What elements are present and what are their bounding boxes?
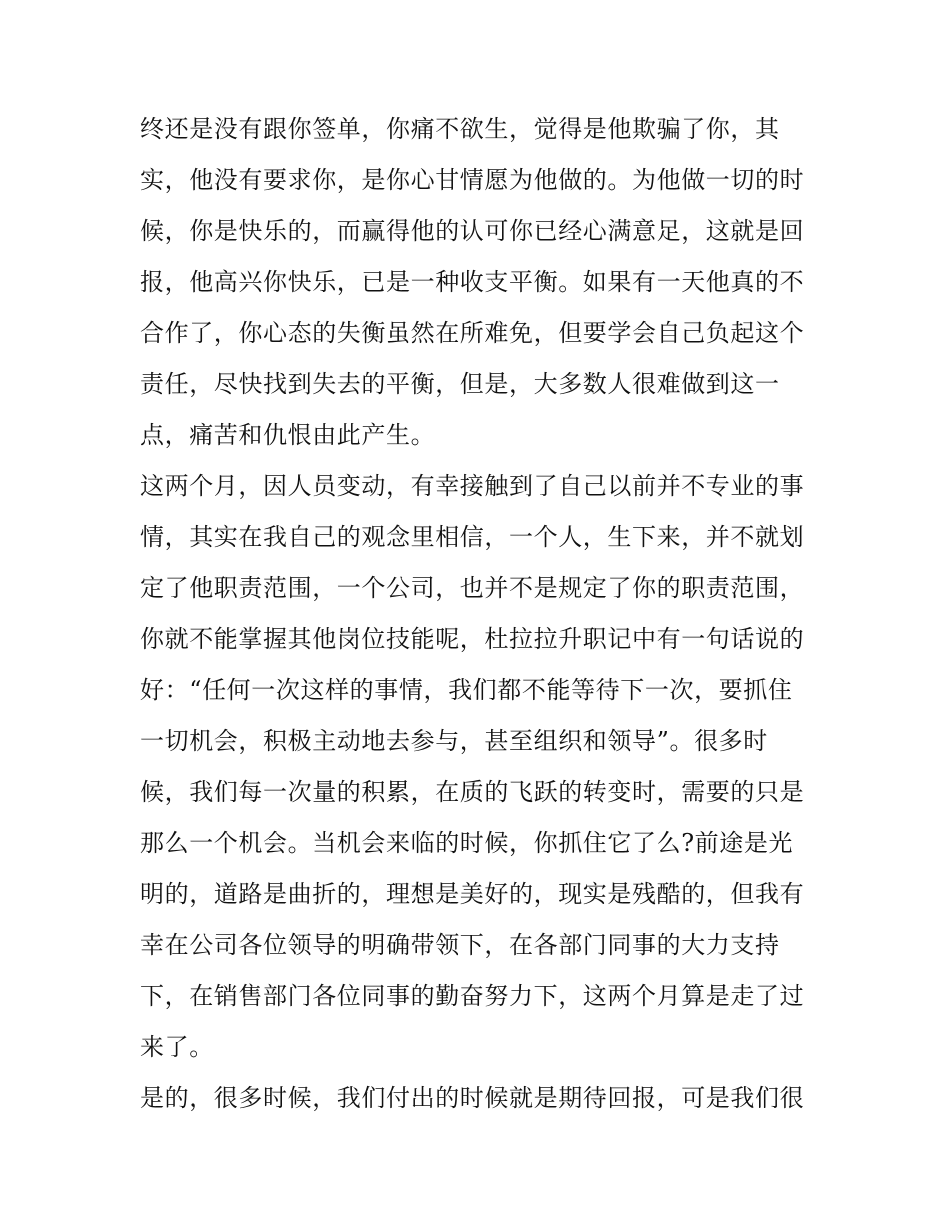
text-line: 终还是没有跟你签单，你痛不欲生，觉得是他欺骗了你，其 [140,115,780,143]
text-line: 情，其实在我自己的观念里相信，一个人，生下来，并不就划 [140,523,805,551]
paragraph-3 [140,1073,820,1124]
text-line: 点，痛苦和仇恨由此产生。 [140,421,436,449]
text-line: 实，他没有要求你，是你心甘情愿为他做的。为他做一切的时 [140,166,805,194]
text-line: 来了。 [140,1033,214,1061]
text-line: 那么一个机会。当机会来临的时候，你抓住它了么?前途是光 [140,829,794,857]
text-line: 候，我们每一次量的积累，在质的飞跃的转变时，需要的只是 [140,778,805,806]
text-line: 明的，道路是曲折的，理想是美好的，现实是残酷的，但我有 [140,880,805,908]
text-line: 报，他高兴你快乐，已是一种收支平衡。如果有一天他真的不 [140,268,805,296]
text-line: 你就不能掌握其他岗位技能呢，杜拉拉升职记中有一句话说的 [140,625,805,653]
text-line: 定了他职责范围，一个公司，也并不是规定了你的职责范围， [140,574,805,602]
text-line: 责任，尽快找到失去的平衡，但是，大多数人很难做到这一 [140,370,780,398]
document-body [140,104,820,1124]
text-line: 是的，很多时候，我们付出的时候就是期待回报，可是我们很 [140,1084,805,1112]
text-line: 合作了，你心态的失衡虽然在所难免，但要学会自己负起这个 [140,319,805,347]
text-line: 候，你是快乐的，而赢得他的认可你已经心满意足，这就是回 [140,217,805,245]
paragraph-1 [140,104,820,461]
paragraph-2 [140,461,820,1073]
text-line: 这两个月，因人员变动，有幸接触到了自己以前并不专业的事 [140,472,805,500]
text-line: 一切机会，积极主动地去参与，甚至组织和领导”。很多时 [140,727,768,755]
text-line: 幸在公司各位领导的明确带领下，在各部门同事的大力支持 [140,931,780,959]
text-line: 好：“任何一次这样的事情，我们都不能等待下一次，要抓住 [140,676,793,704]
text-line: 下，在销售部门各位同事的勤奋努力下，这两个月算是走了过 [140,982,805,1010]
